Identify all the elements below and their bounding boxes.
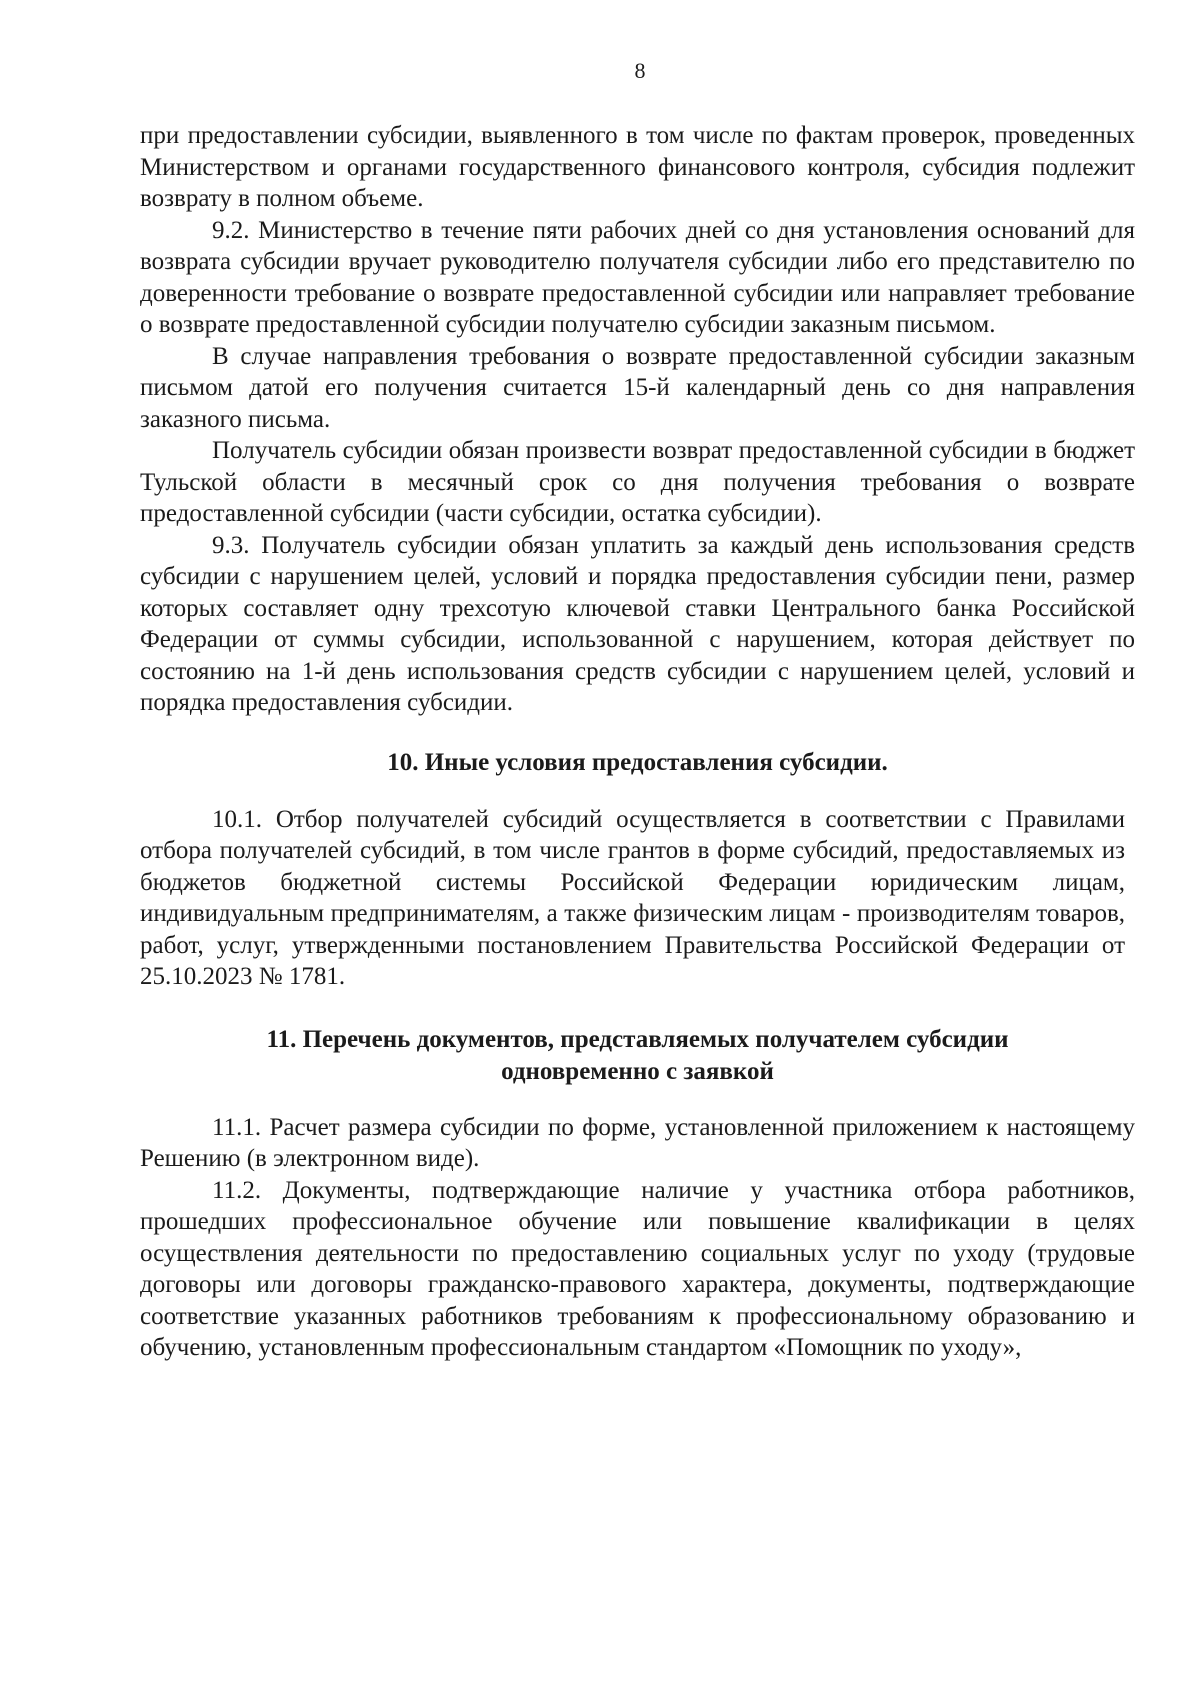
section-11-heading-line-1: 11. Перечень документов, представляемых получателем субсидии	[266, 1025, 1009, 1053]
page-number: 8	[634, 58, 646, 83]
document-body	[140, 120, 1135, 1364]
paragraph-refund-obligation: Получатель субсидии обязан произвести возврат предоставленной субсидии в бюджет Тульской области в месячный срок со дня получения требования о возврате предоставленной субсидии (части субсидии, остатка субсидии).	[140, 437, 1135, 527]
paragraph-10-1: 10.1. Отбор получателей субсидий осуществляется в соответствии с Правилами отбора получателей субсидий, в том числе грантов в форме субсидий, предоставляемых из бюджетов бюджетной системы Российской Федерации юридическим лицам, индивидуальным предпринимателям, а также физическим лицам - производителям товаров, работ, услуг, утвержденными постановлением Правительства Российской Федерации от 25.10.2023 № 1781.	[140, 805, 1125, 990]
paragraph-registered-letter: В случае направления требования о возврате предоставленной субсидии заказным письмом датой его получения считается 15-й календарный день со дня направления заказного письма.	[140, 342, 1135, 433]
paragraph-11-2: 11.2. Документы, подтверждающие наличие у участника отбора работников, прошедших профессиональное обучение или повышение квалификации в целях осуществления деятельности по предоставлению социальных услуг по уходу (трудовые договоры или договоры гражданско-правового характера, документы, подтверждающие соответствие указанных работников требованиям к профессиональному образованию и обучению, установленным профессиональным стандартом «Помощник по уходу»,	[140, 1176, 1135, 1361]
section-10-heading: 10. Иные условия предоставления субсидии.	[387, 748, 888, 776]
paragraph-11-1: 11.1. Расчет размера субсидии по форме, установленной приложением к настоящему Решению (в электронном виде).	[140, 1113, 1135, 1172]
section-11-heading	[140, 1024, 1135, 1088]
section-11-heading-line-2: одновременно с заявкой	[501, 1057, 774, 1085]
paragraph-continuation: при предоставлении субсидии, выявленного в том числе по фактам проверок, проведенных Министерством и органами государственного финансового контроля, субсидия подлежит возврату в полном объеме.	[140, 122, 1135, 212]
paragraph-9-2: 9.2. Министерство в течение пяти рабочих дней со дня установления оснований для возврата субсидии вручает руководителю получателя субсидии либо его представителю по доверенности требование о возврате предоставленной субсидии или направляет требование о возврате предоставленной субсидии получателю субсидии заказным письмом.	[140, 216, 1135, 338]
paragraph-9-3: 9.3. Получатель субсидии обязан уплатить за каждый день использования средств субсидии с нарушением целей, условий и порядка предоставления субсидии пени, размер которых составляет одну трехсотую ключевой ставки Центрального банка Российской Федерации от суммы субсидии, использованной с нарушением, которая действует по состоянию на 1-й день использования средств субсидии с нарушением целей, условий и порядка предоставления субсидии.	[140, 531, 1135, 716]
